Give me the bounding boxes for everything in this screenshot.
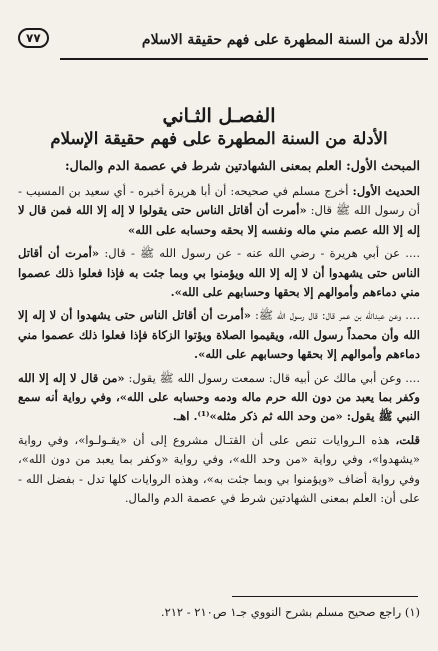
footnote: (١) راجع صحيح مسلم بشرح النووي جـ١ ص٢١٠ - ٢١٢. xyxy=(160,605,420,619)
paragraph-text: أخرج مسلم في صحيحه: أن أبا هريرة أخبره - أي سعيد بن المسيب - أن رسول الله ﷺ قال: xyxy=(18,184,420,218)
paragraph-text: هذه الـروايات تنص على أن القتـال مشروع إلى أن «يقـولـوا»، وفي رواية «يشهدوا»، وفي رواية «من وحد الله»، وفي رواية «وكفر بما يعبد من دون الله»، وفي رواية أضاف «ويؤمنوا بي وبما جئت به»، وهذه الروايات كلها تدل - بفضل الله - على أن: العلم بمعنى الشهادتين شرط في عصمة الدم والمال. xyxy=(18,432,420,506)
hadith-quote: «من قال لا إله إلا الله وكفر بما يعبد من دون الله حرم ماله ودمه وحسابه على الله»، وفي رواية أنه سمع النبي ﷺ يقول: «من وحد الله ثم ذكر مثله»⁽¹⁾. اهـ. xyxy=(18,370,420,424)
page-number: ٧٧ xyxy=(18,28,49,48)
paragraph-hadith-2 xyxy=(18,244,420,302)
header-rule xyxy=(60,58,428,60)
chapter-subtitle: الأدلة من السنة المطهرة على فهم حقيقة الإسلام xyxy=(50,129,388,148)
paragraph-hadith-1 xyxy=(18,182,420,240)
header-title: الأدلة من السنة المطهرة على فهم حقيقة الاسلام xyxy=(141,32,428,48)
paragraph-hadith-3 xyxy=(18,306,420,364)
hadith-quote: «أمرت أن أقاتل الناس حتى يشهدوا أن لا إله إلا الله ويؤمنوا بي وبما جئت به فإذا فعلوا ذلك عصموا مني دماءهم وأموالهم إلا بحقها وحسابهم على الله». xyxy=(18,246,420,300)
page-body xyxy=(18,104,420,513)
chapter-title: الفصـل الثـاني xyxy=(162,105,276,127)
hadith-quote: «أمرت أن أقاتل الناس حتى يشهدوا أن لا إله إلا الله وأن محمداً رسول الله، ويقيموا الصلاة ويؤتوا الزكاة فإذا فعلوا ذلك عصموا مني دماءهم وأموالهم إلا بحقها وحسابهم على الله». xyxy=(18,308,420,362)
hadith-quote: «أمرت أن أقاتل الناس حتى يقولوا لا إله إلا الله فمن قال لا إله إلا الله عصم مني ماله ونفسه إلا بحقه وحسابه على الله» xyxy=(18,203,420,237)
running-header xyxy=(14,26,428,56)
paragraph-text: .... عن أبي هريرة - رضي الله عنه - عن رسول الله ﷺ - قال: xyxy=(104,246,421,261)
paragraph-commentary xyxy=(18,431,420,509)
section-heading: المبحث الأول: العلم بمعنى الشهادتين شرط في عصمة الدم والمال: xyxy=(65,158,420,173)
paragraph-label: الحديث الأول: xyxy=(352,184,421,198)
paragraph-text: .... وعن أبي مالك عن أبيه قال: سمعت رسول الله ﷺ يقول: xyxy=(128,370,421,385)
footnote-rule xyxy=(232,596,418,597)
paragraph-hadith-4 xyxy=(18,369,420,427)
paragraph-label: قلت، xyxy=(395,432,420,447)
paragraph-text: .... وعن عبدالله بن عمر قال: قال رسول الله ﷺ: xyxy=(255,308,420,323)
